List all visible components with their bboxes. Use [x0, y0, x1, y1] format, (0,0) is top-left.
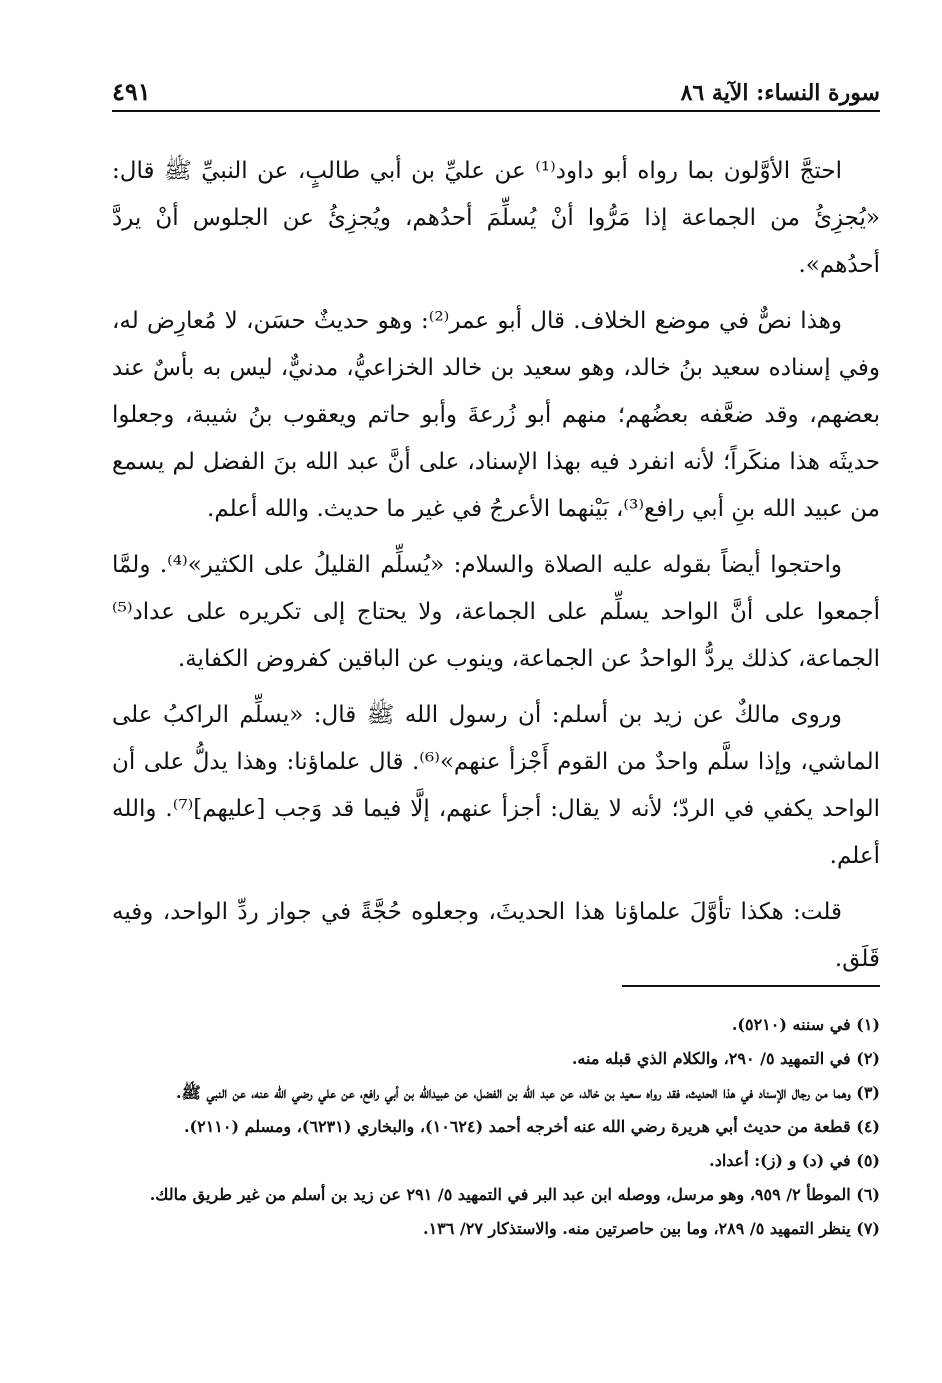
main-text: [112, 148, 880, 992]
running-header: [112, 66, 880, 106]
page-number: ٤٩١: [112, 77, 151, 106]
header-rule: [112, 110, 880, 112]
paragraph: وهذا نصٌّ في موضع الخلاف. قال أبو عمر⁽²⁾: وهو حديثٌ حسَن، لا مُعارِض له، وفي إسناده سعيد بنُ خالد، وهو سعيد بن خالد الخزاعيُّ، مدنيٌّ، ليس به بأسٌ عند بعضهم، وقد ضعَّفه بعضُهم؛ منهم أبو زُرعةَ وأبو حاتم ويعقوب بنُ شيبة، وجعلوا حديثَه هذا منكَراً؛ لأنه انفرد فيه بهذا الإسناد، على أنَّ عبد الله بنَ الفضل لم يسمع من عبيد الله بنِ أبي رافع⁽³⁾، بَيْنهما الأعرجُ في غير ما حديث. والله أعلم.: [112, 308, 880, 522]
paragraph: احتجَّ الأوَّلون بما رواه أبو داود⁽¹⁾ عن عليِّ بن أبي طالبٍ، عن النبيِّ ﷺ قال: «يُجزِئُ من الجماعة إذا مَرُّوا أنْ يُسلِّمَ أحدُهم، ويُجزِئُ عن الجلوس أنْ يردَّ أحدُهم».: [112, 158, 880, 278]
footnote: (٥) في (د) و (ز): أعداد.: [709, 1151, 880, 1170]
footnote: (٦) الموطأ ٢/ ٩٥٩، وهو مرسل، ووصله ابن عبد البر في التمهيد ٥/ ٢٩١ عن زيد بن أسلم من غير طريق مالك.: [149, 1185, 880, 1204]
header-title: سورة النساء: الآية ٨٦: [680, 80, 880, 106]
footnote-rule: [622, 985, 880, 987]
footnote: (٧) ينظر التمهيد ٥/ ٢٨٩، وما بين حاصرتين منه. والاستذكار ٢٧/ ١٣٦.: [422, 1219, 880, 1238]
paragraph: واحتجوا أيضاً بقوله عليه الصلاة والسلام: «يُسلِّم القليلُ على الكثير»⁽⁴⁾. ولمَّا أجمعوا على أنَّ الواحد يسلِّم على الجماعة، ولا يحتاج إلى تكريره على عداد⁽⁵⁾ الجماعة، كذلك يردُّ الواحدُ عن الجماعة، وينوب عن الباقين كفروض الكفاية.: [112, 552, 880, 672]
footnote: (٢) في التمهيد ٥/ ٢٩٠، والكلام الذي قبله منه.: [571, 1049, 880, 1068]
paragraph: وروى مالكٌ عن زيد بن أسلم: أن رسول الله ﷺ قال: «يسلِّم الراكبُ على الماشي، وإذا سلَّم واحدٌ من القوم أَجْزأ عنهم»⁽⁶⁾. قال علماؤنا: وهذا يدلُّ على أن الواحد يكفي في الردّ؛ لأنه لا يقال: أجزأ عنهم، إلَّا فيما قد وَجب [عليهم]⁽⁷⁾. والله أعلم.: [112, 702, 880, 869]
footnotes: [112, 1010, 880, 1248]
footnote: (٣) وهما من رجال الإسناد في هذا الحديث، فقد رواه سعيد بن خالد، عن عبد الله بن الفضل، عن عبيدالله بن أبي رافع، عن علي رضي الله عنه، عن النبي ﷺ.: [175, 1083, 880, 1102]
footnote: (١) في سننه (٥٢١٠).: [731, 1015, 880, 1034]
footnote: (٤) قطعة من حديث أبي هريرة رضي الله عنه أخرجه أحمد (١٠٦٢٤)، والبخاري (٦٢٣١)، ومسلم (٢١١٠).: [183, 1117, 880, 1136]
paragraph: قلت: هكذا تأوَّلَ علماؤنا هذا الحديثَ، وجعلوه حُجَّةً في جواز ردِّ الواحد، وفيه قَلَق.: [112, 899, 880, 972]
